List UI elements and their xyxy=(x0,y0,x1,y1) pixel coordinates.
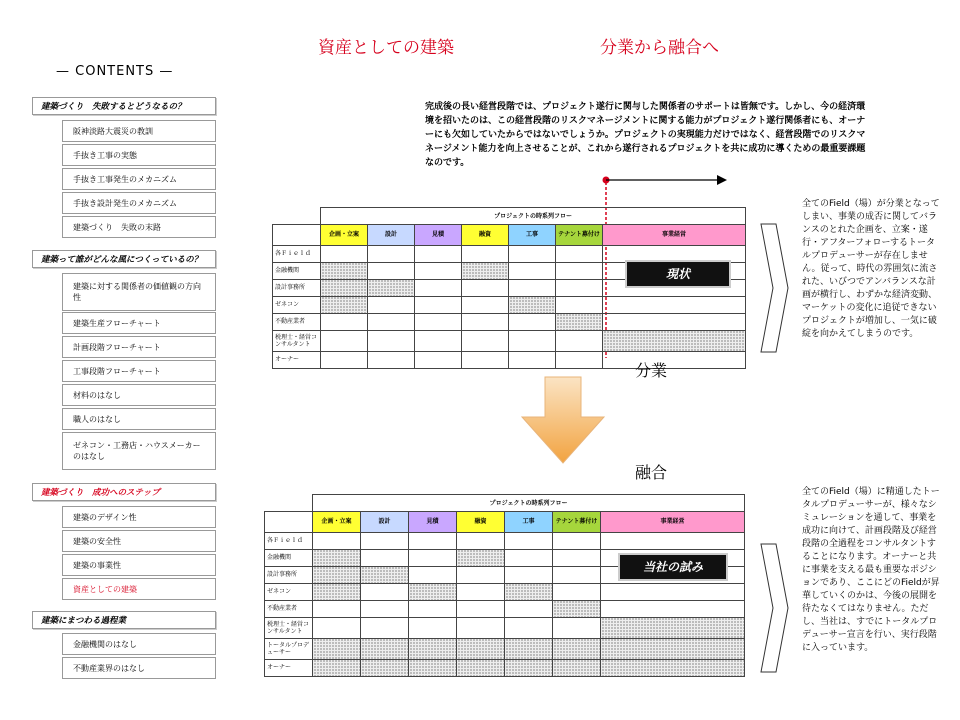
field-row-label: 金融機関 xyxy=(273,262,321,279)
field-label: 各Ｆｉｅｌｄ xyxy=(265,532,313,549)
flow-cell xyxy=(368,351,415,368)
flow-cell xyxy=(457,566,505,583)
flow-cell xyxy=(409,566,457,583)
side-text-current: 全てのField（場）が分業となってしまい、事業の成否に関してバランスのとれた企画を、立案・遂行・アフターフォローするトータルプロデューサーが存在しません。従って、時代の雰囲気に流された、いびつでアンバランスな計画が横行し、わずかな経済変動、マーケットの変化に追従できないプロジェクトが増加し、一気に破綻を向かえてしまうのです。 xyxy=(802,199,940,339)
phase-header: 工事 xyxy=(509,224,556,245)
field-row-label: 設計事務所 xyxy=(273,279,321,296)
flow-cell xyxy=(409,638,457,659)
label-bungyo: 分業 xyxy=(635,361,668,380)
phase-header: 事業経営 xyxy=(603,224,746,245)
field-row-label: トータルプロデューサー xyxy=(265,638,313,659)
flow-cell xyxy=(361,566,409,583)
flow-cell xyxy=(457,583,505,600)
flow-cell xyxy=(321,279,368,296)
flow-cell xyxy=(368,279,415,296)
phase-header: 事業経営 xyxy=(601,511,745,532)
field-row-label: 不動産業者 xyxy=(273,313,321,330)
flow-cell xyxy=(505,549,553,566)
phase-header: 企画・立案 xyxy=(313,511,361,532)
flow-cell xyxy=(313,638,361,659)
field-row-label: 不動産業者 xyxy=(265,600,313,617)
flow-cell xyxy=(409,549,457,566)
sidebar-section-heading[interactable]: 建築づくり 失敗するとどうなるの？ xyxy=(32,97,216,115)
flow-cell xyxy=(505,566,553,583)
chevron-bracket-icon xyxy=(760,543,790,673)
flow-cell xyxy=(462,313,509,330)
phase-header: 工事 xyxy=(505,511,553,532)
flow-cell xyxy=(415,262,462,279)
flow-cell xyxy=(553,566,601,583)
flow-cell xyxy=(601,617,745,638)
flow-cell xyxy=(505,583,553,600)
flow-cell xyxy=(457,600,505,617)
flow-cell xyxy=(321,313,368,330)
flow-title: プロジェクトの時系列フロー xyxy=(321,208,746,225)
flow-cell xyxy=(553,583,601,600)
phase-header: テナント募付け xyxy=(553,511,601,532)
flow-cell xyxy=(556,262,603,279)
flow-cell xyxy=(462,330,509,351)
sidebar-item[interactable]: 職人のはなし xyxy=(62,408,216,430)
flow-cell xyxy=(415,330,462,351)
flow-cell xyxy=(603,296,746,313)
phase-header: テナント募付け xyxy=(556,224,603,245)
flow-cell xyxy=(368,330,415,351)
flow-cell xyxy=(462,279,509,296)
flow-cell xyxy=(509,313,556,330)
flow-cell xyxy=(368,296,415,313)
flow-cell xyxy=(321,351,368,368)
sidebar-item[interactable]: 材料のはなし xyxy=(62,384,216,406)
flow-cell xyxy=(415,313,462,330)
field-row-label: ゼネコン xyxy=(273,296,321,313)
flow-cell xyxy=(601,600,745,617)
flow-cell xyxy=(553,617,601,638)
sidebar-item[interactable]: 建築づくり 失敗の末路 xyxy=(62,216,216,238)
label-yugo: 融合 xyxy=(635,463,668,482)
field-row-label: 設計事務所 xyxy=(265,566,313,583)
intro-text: 完成後の長い経営段階では、プロジェクト遂行に関与した関係者のサポートは皆無です。しかし、今の経済環境を招いたのは、この経営段階のリスクマネージメントに関する能力がプロジェクト遂行関係者にも、オーナーにも欠如していたからではないでしょうか。プロジェクトの実現能力だけではなく、経営段階でのリスクマネージメント能力を向上させることが、これから遂行されるプロジェクトを共に成功に導くための最重要課題なのです。 xyxy=(425,102,866,168)
flow-cell xyxy=(556,296,603,313)
flow-cell xyxy=(509,351,556,368)
flow-cell xyxy=(505,659,553,676)
flow-cell xyxy=(462,296,509,313)
flow-cell xyxy=(313,659,361,676)
sidebar-item[interactable]: 不動産業界のはなし xyxy=(62,657,216,679)
badge-current: 現状 xyxy=(625,260,731,288)
flow-cell xyxy=(415,279,462,296)
flow-cell xyxy=(601,638,745,659)
flow-chart-fusion xyxy=(264,494,745,677)
down-arrow-icon xyxy=(518,375,608,465)
field-row-label: ゼネコン xyxy=(265,583,313,600)
field-row-label: 金融機関 xyxy=(265,549,313,566)
sidebar-item[interactable]: 工事段階フローチャート xyxy=(62,360,216,382)
chevron-bracket-icon xyxy=(760,223,790,353)
flow-cell xyxy=(601,583,745,600)
flow-cell xyxy=(462,262,509,279)
flow-cell xyxy=(509,262,556,279)
sidebar-item[interactable]: 建築のデザイン性 xyxy=(62,506,216,528)
field-row-label: 税理士・経営コンサルタント xyxy=(265,617,313,638)
flow-cell xyxy=(556,330,603,351)
flow-cell xyxy=(457,617,505,638)
phase-header: 設計 xyxy=(361,511,409,532)
field-label: 各Ｆｉｅｌｄ xyxy=(273,245,321,262)
flow-cell xyxy=(556,279,603,296)
flow-cell xyxy=(409,659,457,676)
flow-cell xyxy=(553,549,601,566)
flow-cell xyxy=(457,549,505,566)
flow-cell xyxy=(556,351,603,368)
flow-cell xyxy=(321,296,368,313)
flow-cell xyxy=(415,296,462,313)
flow-cell xyxy=(509,330,556,351)
sidebar-item[interactable]: 計画段階フローチャート xyxy=(62,336,216,358)
flow-cell xyxy=(505,600,553,617)
flow-cell xyxy=(509,279,556,296)
flow-cell xyxy=(603,313,746,330)
flow-cell xyxy=(409,600,457,617)
sidebar-item[interactable]: 建築に対する関係者の価値観の方向性 xyxy=(62,273,216,311)
field-row-label: オーナー xyxy=(265,659,313,676)
flow-cell xyxy=(601,659,745,676)
sidebar-item[interactable]: 資産としての建築 xyxy=(62,578,216,600)
flow-cell xyxy=(361,659,409,676)
flow-cell xyxy=(462,351,509,368)
timeline-arrowhead xyxy=(717,175,727,185)
sidebar-item[interactable]: 手抜き設計発生のメカニズム xyxy=(62,192,216,214)
phase-header: 融資 xyxy=(462,224,509,245)
flow-cell xyxy=(361,549,409,566)
flow-cell xyxy=(556,313,603,330)
flow-cell xyxy=(368,262,415,279)
page-title: 資産としての建築 xyxy=(318,38,454,58)
sidebar-item[interactable]: 手抜き工事の実態 xyxy=(62,144,216,166)
flow-cell xyxy=(553,659,601,676)
flow-cell xyxy=(313,583,361,600)
flow-cell xyxy=(313,566,361,583)
sidebar-section-heading[interactable]: 建築づくり 成功へのステップ xyxy=(32,483,216,501)
flow-cell xyxy=(603,351,746,368)
flow-cell xyxy=(505,617,553,638)
flow-cell xyxy=(361,583,409,600)
sidebar-item[interactable]: 建築の事業性 xyxy=(62,554,216,576)
flow-cell xyxy=(313,600,361,617)
phase-header: 融資 xyxy=(457,511,505,532)
phase-header: 見積 xyxy=(409,511,457,532)
flow-cell xyxy=(368,313,415,330)
side-text-fusion: 全てのField（場）に精通したトータルプロデューサーが、様々なシミュレーションを通して、事業を成功に向けて、計画段階及び経営段階の全過程をコンサルタントすることになります。オーナーと共に事業を支える最も重要なポジションであり、ここにどのFieldが昇華していくのかは、今後の展開を待たなくてはなりません。ただし、当社は、すでにトータルプロデューサー宣言を行い、実行段階に入っています。 xyxy=(802,487,940,653)
flow-cell xyxy=(361,638,409,659)
phase-header: 設計 xyxy=(368,224,415,245)
page-subtitle: 分業から融合へ xyxy=(600,38,719,58)
sidebar-section-heading[interactable]: 建築って誰がどんな風につくっているの？ xyxy=(32,250,216,268)
flow-cell xyxy=(313,549,361,566)
field-row-label: 税理士・経営コンサルタント xyxy=(273,330,321,351)
flow-cell xyxy=(553,638,601,659)
flow-cell xyxy=(603,330,746,351)
flow-cell xyxy=(321,262,368,279)
sidebar-item[interactable]: 金融機関のはなし xyxy=(62,633,216,655)
badge-fusion: 当社の試み xyxy=(618,553,728,581)
flow-cell xyxy=(415,351,462,368)
field-row-label: オーナー xyxy=(273,351,321,368)
flow-cell xyxy=(361,617,409,638)
flow-cell xyxy=(409,617,457,638)
flow-title: プロジェクトの時系列フロー xyxy=(313,495,745,512)
flow-cell xyxy=(509,296,556,313)
flow-cell xyxy=(457,638,505,659)
contents-heading: — CONTENTS — xyxy=(56,64,174,79)
sidebar-item[interactable]: 手抜き工事発生のメカニズム xyxy=(62,168,216,190)
phase-header: 見積 xyxy=(415,224,462,245)
sidebar-item[interactable]: 建築生産フローチャート xyxy=(62,312,216,334)
flow-cell xyxy=(505,638,553,659)
flow-cell xyxy=(409,583,457,600)
sidebar-item[interactable]: ゼネコン・工務店・ハウスメーカーのはなし xyxy=(62,432,216,470)
phase-header: 企画・立案 xyxy=(321,224,368,245)
sidebar-item[interactable]: 建築の安全性 xyxy=(62,530,216,552)
flow-cell xyxy=(457,659,505,676)
sidebar-section-heading[interactable]: 建築にまつわる過程業 xyxy=(32,611,216,629)
flow-cell xyxy=(361,600,409,617)
flow-cell xyxy=(321,330,368,351)
sidebar-item[interactable]: 阪神淡路大震災の教訓 xyxy=(62,120,216,142)
flow-cell xyxy=(553,600,601,617)
flow-cell xyxy=(313,617,361,638)
